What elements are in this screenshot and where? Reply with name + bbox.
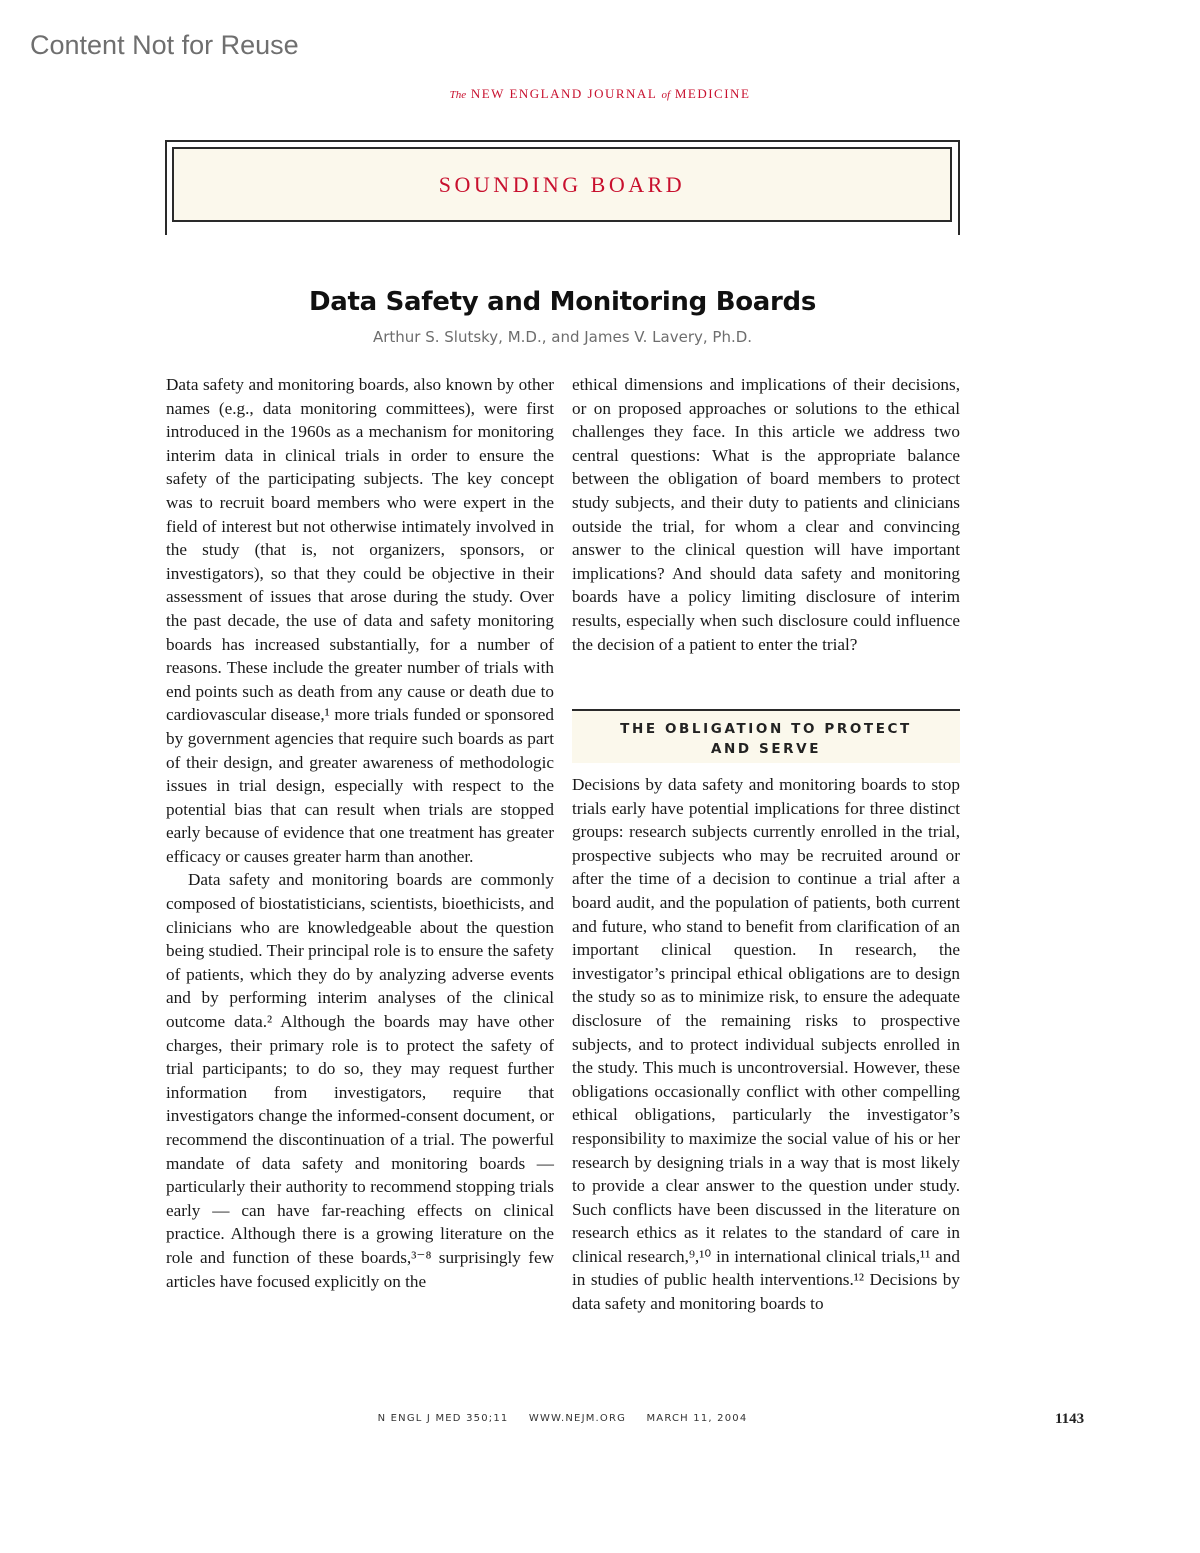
journal-the: The <box>449 89 467 101</box>
journal-of: of <box>661 89 671 101</box>
journal-running-head <box>0 86 1200 102</box>
footer-date: MARCH 11, 2004 <box>646 1413 748 1424</box>
footer-url: WWW.NEJM.ORG <box>528 1413 627 1424</box>
subheading-line-2: AND SERVE <box>710 741 822 757</box>
body-paragraph: ethical dimensions and implications of their decisions, or on proposed approaches or solutions to the ethical challenges they face. In this article we address two central questions: What is the appropriate balance between the obligation of board members to protect study subjects, and their duty to patients and clinicians outside the trial, for whom a clear and convincing answer to the clinical question will have important implications? And should data safety and monitoring boards have a policy limiting disclosure of interim results, especially when such disclosure could influence the decision of a patient to enter the trial? <box>572 375 960 654</box>
article-title: Data Safety and Monitoring Boards <box>308 287 817 317</box>
body-column-left <box>166 373 554 1293</box>
page-footer <box>0 1413 1125 1424</box>
section-subheading <box>572 709 960 763</box>
section-banner <box>172 147 952 222</box>
page-number: 1143 <box>1055 1411 1085 1427</box>
body-paragraph: Data safety and monitoring boards are commonly composed of biostatisticians, scientists, bioethicists, and clinicians who are knowledgeable about the question being studied. Their principal role is to ensure the safety of patients, which they do by analyzing adverse events and by performing interim analyses of the clinical outcome data.² Although the boards may have other charges, their primary role is to protect the safety of trial participants; to do so, they may request further information from investigators, require that investigators change the informed-consent document, or recommend the discontinuation of a trial. The powerful mandate of data safety and monitoring boards — particularly their authority to recommend stopping trials early — can have far-reaching effects on clinical practice. Although there is a growing literature on the role and function of these boards,³⁻⁸ surprisingly few articles have focused explicitly on the <box>166 870 554 1291</box>
body-paragraph: Data safety and monitoring boards, also known by other names (e.g., data monitoring committees), were first introduced in the 1960s as a mechanism for monitoring interim data in clinical trials in order to ensure the safety of the participating subjects. The key concept was to recruit board members who were expert in the field of interest but not otherwise intimately involved in the study (that is, not organizers, sponsors, or investigators), so that they could be objective in their assessment of issues that arose during the study. Over the past decade, the use of data and safety monitoring boards has increased substantially, for a number of reasons. These include the greater number of trials with end points such as death from any cause or death due to cardiovascular disease,¹ more trials funded or sponsored by government agencies that require such boards as part of their design, and greater awareness of methodologic issues in trial design, especially with respect to the potential bias that can result when trials are stopped early because of evidence that one treatment has greater efficacy or causes greater harm than another. <box>166 375 554 866</box>
footer-citation: N ENGL J MED 350;11 <box>377 1413 509 1424</box>
section-label: SOUNDING BOARD <box>438 171 686 197</box>
subheading-line-1: THE OBLIGATION TO PROTECT <box>620 721 912 737</box>
body-column-right-bottom <box>572 773 960 1316</box>
article-authors: Arthur S. Slutsky, M.D., and James V. Lavery, Ph.D. <box>372 328 753 346</box>
body-column-right-top <box>572 373 960 656</box>
watermark: Content Not for Reuse <box>30 30 299 60</box>
journal-name-first: NEW ENGLAND JOURNAL <box>470 86 657 101</box>
body-paragraph: Decisions by data safety and monitoring boards to stop trials early have potential implications for three distinct groups: research subjects currently enrolled in the trial, prospective subjects who may be recruited around or after the time of a decision to continue a trial after a board audit, and the population of patients, both current and future, who stand to benefit from clarification of an important clinical question. In research, the investigator’s principal ethical obligations are to design the study so as to minimize risk, to ensure the adequate disclosure of the remaining risks to prospective subjects, and to protect individual subjects enrolled in the study. This much is uncontroversial. However, these obligations occasionally conflict with other compelling ethical obligations, particularly the investigator’s responsibility to maximize the social value of his or her research by designing trials in a way that is most likely to provide a clear answer to the question under study. Such conflicts have been discussed in the literature on research ethics as it relates to the standard of care in clinical research,⁹,¹⁰ in international clinical trials,¹¹ and in studies of public health interventions.¹² Decisions by data safety and monitoring boards to <box>572 775 960 1314</box>
journal-name-second: MEDICINE <box>674 86 751 101</box>
